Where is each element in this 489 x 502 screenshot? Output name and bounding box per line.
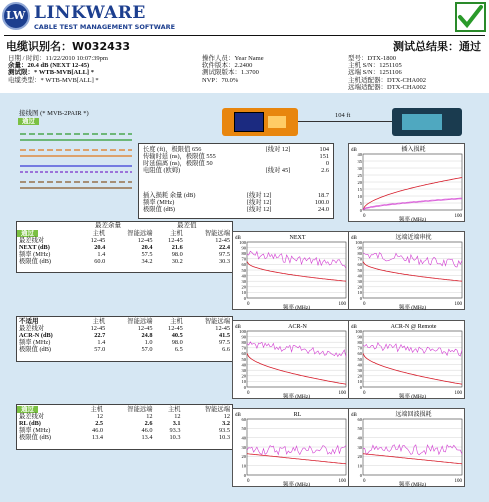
tick-label: 100 — [338, 391, 346, 396]
tick-label: 0 — [243, 295, 246, 301]
x-axis-label: 频率 (MHz) — [398, 217, 427, 223]
rl-status: 通过 — [17, 406, 38, 413]
cell: 57.0 — [94, 346, 106, 353]
tick-label: 0 — [359, 472, 362, 478]
tick-label: 0 — [363, 302, 366, 307]
tick-label: 70 — [241, 345, 246, 351]
summary-value: 通过 — [459, 40, 481, 53]
cell: 12-45 — [168, 325, 183, 332]
cell: 12-45 — [90, 325, 106, 332]
tick-label: 20 — [241, 373, 246, 379]
cell: 46.0 — [141, 427, 153, 434]
next-table — [16, 221, 233, 273]
cell: 60.0 — [94, 258, 106, 265]
tick-label: 60 — [241, 416, 246, 422]
remote-tester-icon — [392, 108, 462, 136]
cell: 20.4 — [141, 244, 153, 251]
cell: [线对 45] — [265, 167, 291, 174]
cell: 极限值 (dB) — [143, 206, 176, 213]
cell: 1.4 — [97, 339, 106, 346]
cell: 1.4 — [97, 251, 106, 258]
next-header-worst: 最差值 — [177, 222, 197, 229]
tick-label: 50 — [241, 356, 246, 362]
cell: 34.2 — [141, 258, 153, 265]
cell: 主机 — [170, 318, 183, 325]
pair-trace — [363, 253, 462, 267]
cell: 2.6 — [321, 167, 329, 174]
cell: 57.5 — [141, 251, 153, 258]
cell: 3.2 — [222, 420, 230, 427]
cell: 0 — [325, 160, 329, 167]
cell: 智能远端 — [127, 230, 153, 237]
tick-label: 15 — [357, 186, 362, 192]
cell: 104 — [319, 146, 329, 153]
graph-title: 远端回波损耗 — [395, 412, 432, 418]
tick-label: 50 — [241, 426, 246, 432]
cell: 10.3 — [218, 434, 230, 441]
next-status: 通过 — [17, 230, 38, 237]
cell: 主机 — [170, 230, 183, 237]
tick-label: 50 — [357, 356, 362, 362]
cable-id-label: 电缆识别名： — [6, 40, 72, 53]
x-axis-label: 频率 (MHz) — [398, 482, 427, 488]
meta-remote-sn: 远端 S/N：1251106 — [348, 69, 402, 77]
cell — [264, 160, 310, 167]
cell: 极限值 (dB) — [19, 434, 52, 441]
cell: 智能远端 — [204, 230, 230, 237]
cell: 最差线对 — [19, 237, 45, 244]
cell: 最差线对 — [19, 325, 45, 332]
cell: 主机 — [167, 406, 181, 413]
main-tester-icon — [222, 108, 298, 136]
cell: 12-45 — [90, 237, 106, 244]
meta-main-sn: 主机 S/N：1251105 — [348, 62, 402, 70]
tick-label: 20 — [241, 454, 246, 460]
graph-title: 远端近端串扰 — [395, 235, 432, 241]
cell: 极限值 (dB) — [19, 346, 52, 353]
meta-software: 软件版本：2.2400 — [202, 62, 253, 70]
cell: 24.8 — [141, 332, 153, 339]
tick-label: 100 — [338, 479, 346, 484]
cell: 2.6 — [144, 420, 153, 427]
graph-title: ACR-N @ Remote — [390, 324, 437, 330]
cell: 12-45 — [215, 237, 230, 244]
wiremap-diagram — [18, 128, 134, 192]
tick-label: 20 — [357, 179, 362, 185]
tick-label: 90 — [241, 334, 246, 340]
limit-line — [363, 353, 462, 384]
graph-svg — [233, 232, 350, 311]
graph-title: RL — [293, 412, 302, 418]
next-remote-graph — [348, 231, 465, 310]
tick-label: 30 — [357, 279, 362, 284]
table-row — [17, 251, 232, 258]
cell: NEXT (dB) — [19, 244, 50, 251]
tick-label: 50 — [241, 267, 246, 273]
table-row — [17, 325, 232, 332]
tick-label: 10 — [357, 193, 362, 199]
cell: 21.6 — [171, 244, 183, 251]
cell: 频率 (MHz) — [19, 339, 51, 346]
rl-graph — [232, 408, 349, 487]
cell: 智能远端 — [204, 406, 230, 413]
table-row — [17, 420, 232, 427]
graph-title: 插入损耗 — [401, 147, 426, 153]
cell: 13.4 — [141, 434, 153, 441]
tick-label: 30 — [241, 368, 246, 373]
table-row — [17, 346, 232, 353]
x-axis-label: 频率 (MHz) — [282, 394, 311, 400]
tick-label: 100 — [338, 302, 346, 307]
tick-label: 80 — [357, 340, 362, 345]
cell: 30.2 — [171, 258, 183, 265]
summary-heading — [393, 38, 481, 54]
meta-main-adapter: 主机适配器：DTX-CHA002 — [348, 76, 426, 84]
tick-label: 100 — [355, 239, 362, 245]
meta-remote-adapter: 远端适配器：DTX-CHA002 — [348, 83, 426, 91]
cell: 12-45 — [168, 237, 183, 244]
cell: 98.0 — [171, 251, 183, 258]
cell: [线对 12] — [246, 192, 272, 199]
table-row — [141, 146, 331, 153]
wiremap — [6, 110, 136, 194]
cell: 98.0 — [171, 339, 183, 346]
tick-label: 100 — [239, 328, 246, 334]
tick-label: 0 — [359, 384, 362, 390]
pass-check-icon — [455, 2, 486, 32]
graph-title: NEXT — [289, 235, 306, 241]
meta-cable-type: 电缆类型：* WTB-MVB[ALL] * — [8, 76, 99, 84]
cell: 频率 (MHz) — [19, 427, 51, 434]
tick-label: 100 — [239, 239, 246, 245]
cell: ACR-N (dB) — [19, 332, 53, 339]
cell: 93.5 — [218, 427, 230, 434]
table-row — [17, 332, 232, 339]
tick-label: 20 — [357, 454, 362, 460]
cable-line — [298, 121, 392, 122]
tick-label: 10 — [241, 379, 246, 385]
tick-label: 90 — [241, 245, 246, 251]
graph-svg — [349, 232, 466, 311]
cell: 智能远端 — [127, 406, 153, 413]
tick-label: 10 — [357, 463, 362, 469]
rl-remote-graph — [348, 408, 465, 487]
table-row — [17, 406, 232, 413]
cell: 插入损耗 余量 (dB) — [143, 192, 196, 199]
tick-label: 0 — [363, 479, 366, 484]
tick-label: 0 — [359, 295, 362, 301]
tick-label: 60 — [357, 416, 362, 422]
cell: 24.0 — [317, 206, 329, 213]
tick-label: 90 — [357, 334, 362, 340]
pair-trace — [363, 343, 462, 356]
logo-badge: LW — [6, 9, 26, 22]
graph-unit: dB — [235, 325, 241, 330]
x-axis-label: 频率 (MHz) — [398, 305, 427, 311]
meta-operator: 操作人员：Year Name — [202, 55, 264, 62]
graph-svg — [233, 321, 350, 400]
cell: 2.5 — [95, 420, 104, 427]
cell: 41.5 — [218, 332, 230, 339]
cell: 57.0 — [141, 346, 153, 353]
tick-label: 70 — [357, 256, 362, 262]
tick-label: 25 — [357, 172, 362, 178]
cell: 6.6 — [222, 346, 230, 353]
x-axis-label: 频率 (MHz) — [282, 482, 311, 488]
graph-unit: dB — [351, 325, 357, 330]
tick-label: 40 — [357, 273, 362, 279]
cell: 6.5 — [174, 346, 183, 353]
length-table — [138, 143, 334, 219]
brand-tagline: CABLE TEST MANAGEMENT SOFTWARE — [34, 23, 176, 31]
acrn-table — [16, 316, 233, 362]
tick-label: 0 — [359, 207, 362, 213]
limit-line — [363, 178, 462, 211]
cell: 46.0 — [92, 427, 104, 434]
cell: 20.4 — [94, 244, 106, 251]
table-row — [17, 434, 232, 441]
cell: 13.4 — [92, 434, 104, 441]
pair-trace — [363, 445, 462, 455]
tick-label: 10 — [241, 463, 246, 469]
tick-label: 40 — [241, 362, 246, 368]
tick-label: 80 — [241, 340, 246, 345]
limit-line — [247, 454, 346, 464]
tick-label: 60 — [357, 351, 362, 357]
tick-label: 60 — [357, 262, 362, 268]
insertion-loss-graph — [348, 143, 465, 222]
x-axis-label: 频率 (MHz) — [398, 394, 427, 400]
tick-label: 70 — [241, 256, 246, 262]
tick-label: 80 — [357, 251, 362, 256]
tick-label: 90 — [357, 245, 362, 251]
graph-unit: dB — [351, 413, 357, 418]
table-row — [17, 427, 232, 434]
meta-nvp: NVP：70.0% — [202, 76, 239, 84]
tick-label: 100 — [454, 302, 462, 307]
tick-label: 70 — [357, 345, 362, 351]
acrn-status: 不适用 — [19, 318, 39, 325]
tick-label: 0 — [247, 479, 250, 484]
pair-trace — [247, 342, 346, 357]
tick-label: 10 — [357, 379, 362, 385]
table-row — [17, 258, 232, 265]
tick-label: 80 — [241, 251, 246, 256]
graph-svg — [349, 144, 466, 223]
tick-label: 30 — [241, 279, 246, 284]
rl-table — [16, 404, 233, 450]
table-row — [141, 160, 331, 167]
cell: 12-45 — [137, 325, 153, 332]
tick-label: 100 — [355, 328, 362, 334]
table-row — [17, 237, 232, 244]
cell: [线对 12] — [265, 146, 291, 153]
tick-label: 30 — [357, 444, 362, 450]
cell: 极限值 (dB) — [19, 258, 52, 265]
cell: 97.5 — [218, 339, 230, 346]
graph-svg — [349, 321, 466, 400]
tick-label: 10 — [357, 290, 362, 296]
cable-id-value: W032433 — [72, 40, 131, 53]
tick-label: 100 — [454, 391, 462, 396]
pair-trace — [247, 445, 346, 454]
tick-label: 20 — [357, 284, 362, 290]
brand-name: LINKWARE — [34, 3, 146, 23]
tick-label: 50 — [357, 426, 362, 432]
tick-label: 40 — [357, 151, 362, 157]
cell: 12-45 — [137, 237, 153, 244]
cell: RL (dB) — [19, 420, 41, 427]
graph-svg — [349, 409, 466, 488]
table-row — [141, 192, 331, 199]
tick-label: 100 — [454, 214, 462, 219]
acrn-graph — [232, 320, 349, 399]
meta-limit-version: 测试限版本：1.3700 — [202, 69, 259, 77]
meta-date: 日期 / 时间：11/22/2010 10:07:39pm — [8, 55, 108, 62]
tick-label: 50 — [357, 267, 362, 273]
cell: 12-45 — [215, 325, 230, 332]
cell: 电阻值 (欧姆) — [143, 167, 181, 174]
cable-id-heading — [6, 38, 130, 54]
tick-label: 0 — [363, 214, 366, 219]
wiremap-status: 通过 — [18, 118, 39, 125]
tick-label: 20 — [357, 373, 362, 379]
tick-label: 30 — [357, 368, 362, 373]
cell: 22.7 — [94, 332, 106, 339]
cell: 12 — [174, 413, 181, 420]
wiremap-title: 接线图 (* MVB-2PAIR *) — [19, 110, 89, 117]
limit-line — [247, 353, 346, 384]
cell: 12 — [96, 413, 104, 420]
cell: 12 — [146, 413, 153, 420]
tick-label: 5 — [359, 200, 362, 206]
cell: 30.3 — [218, 258, 230, 265]
tick-label: 0 — [243, 472, 246, 478]
linkware-logo — [2, 2, 177, 32]
cell: 97.5 — [218, 251, 230, 258]
cell: 18.7 — [317, 192, 329, 199]
cell: 主机 — [92, 230, 106, 237]
graph-unit: dB — [235, 236, 241, 241]
cell: 主机 — [90, 406, 104, 413]
graph-svg — [233, 409, 350, 488]
cell: [线对 12] — [246, 199, 272, 206]
tick-label: 100 — [454, 479, 462, 484]
cell: 时延偏离 (ns)，极限值 50 — [143, 160, 213, 167]
cell: 主机 — [92, 318, 106, 325]
cell: 10.3 — [169, 434, 181, 441]
cell: 12 — [223, 413, 230, 420]
meta-margin: 余量：20.4 dB (NEXT 12-45) — [8, 62, 90, 70]
limit-line — [363, 454, 462, 464]
table-row — [141, 206, 331, 213]
cell: 频率 (MHz) — [19, 251, 51, 258]
cell: 100.0 — [314, 199, 329, 206]
meta-test-limit: 测试限：* WTB-MVB[ALL] * — [8, 69, 94, 77]
pair-trace — [363, 199, 462, 210]
graph-unit: dB — [351, 148, 357, 153]
meta-right — [348, 55, 426, 91]
tick-label: 60 — [241, 262, 246, 268]
cell — [264, 153, 310, 160]
cable-length-label: 104 ft — [335, 112, 351, 119]
meta-mid — [202, 55, 264, 84]
cell: 最差线对 — [19, 413, 45, 420]
tick-label: 0 — [247, 391, 250, 396]
cell: 3.1 — [172, 420, 181, 427]
table-row — [17, 244, 232, 251]
cell: 频率 (MHz) — [143, 199, 175, 206]
tick-label: 30 — [357, 165, 362, 171]
tick-label: 35 — [357, 158, 362, 164]
table-row — [17, 413, 232, 420]
tick-label: 40 — [241, 273, 246, 279]
cell: 传输时延 (ns)，极限值 555 — [143, 153, 216, 160]
table-row — [17, 339, 232, 346]
cell: 智能远端 — [127, 318, 153, 325]
summary-label: 测试总结果： — [393, 40, 459, 53]
meta-left — [8, 55, 108, 84]
graph-unit: dB — [235, 413, 241, 418]
cell: 151 — [319, 153, 329, 160]
cell: 长度 (ft)，极限值 656 — [143, 146, 202, 153]
meta-model: 型号：DTX-1800 — [348, 55, 397, 62]
cell: 智能远端 — [204, 318, 230, 325]
table-row — [17, 230, 232, 237]
x-axis-label: 频率 (MHz) — [282, 305, 311, 311]
table-row — [141, 199, 331, 206]
tick-label: 40 — [357, 362, 362, 368]
tick-label: 10 — [241, 290, 246, 296]
table-row — [141, 153, 331, 160]
cell: 93.3 — [169, 427, 181, 434]
tick-label: 20 — [241, 284, 246, 290]
graph-unit: dB — [351, 236, 357, 241]
acrn-remote-graph — [348, 320, 465, 399]
graph-title: ACR-N — [288, 324, 307, 330]
tick-label: 40 — [241, 435, 246, 441]
cell: 22.4 — [218, 244, 230, 251]
table-row — [17, 318, 232, 325]
cell: 40.5 — [171, 332, 183, 339]
tick-label: 0 — [243, 384, 246, 390]
next-graph — [232, 231, 349, 310]
pair-trace — [247, 251, 346, 268]
cell: [线对 12] — [246, 206, 272, 213]
tick-label: 30 — [241, 444, 246, 450]
tick-label: 60 — [241, 351, 246, 357]
tick-label: 0 — [247, 302, 250, 307]
tick-label: 0 — [363, 391, 366, 396]
tick-label: 40 — [357, 435, 362, 441]
cell: 1.0 — [144, 339, 153, 346]
table-row — [141, 167, 331, 174]
next-header-margin: 最差余量 — [95, 222, 121, 229]
